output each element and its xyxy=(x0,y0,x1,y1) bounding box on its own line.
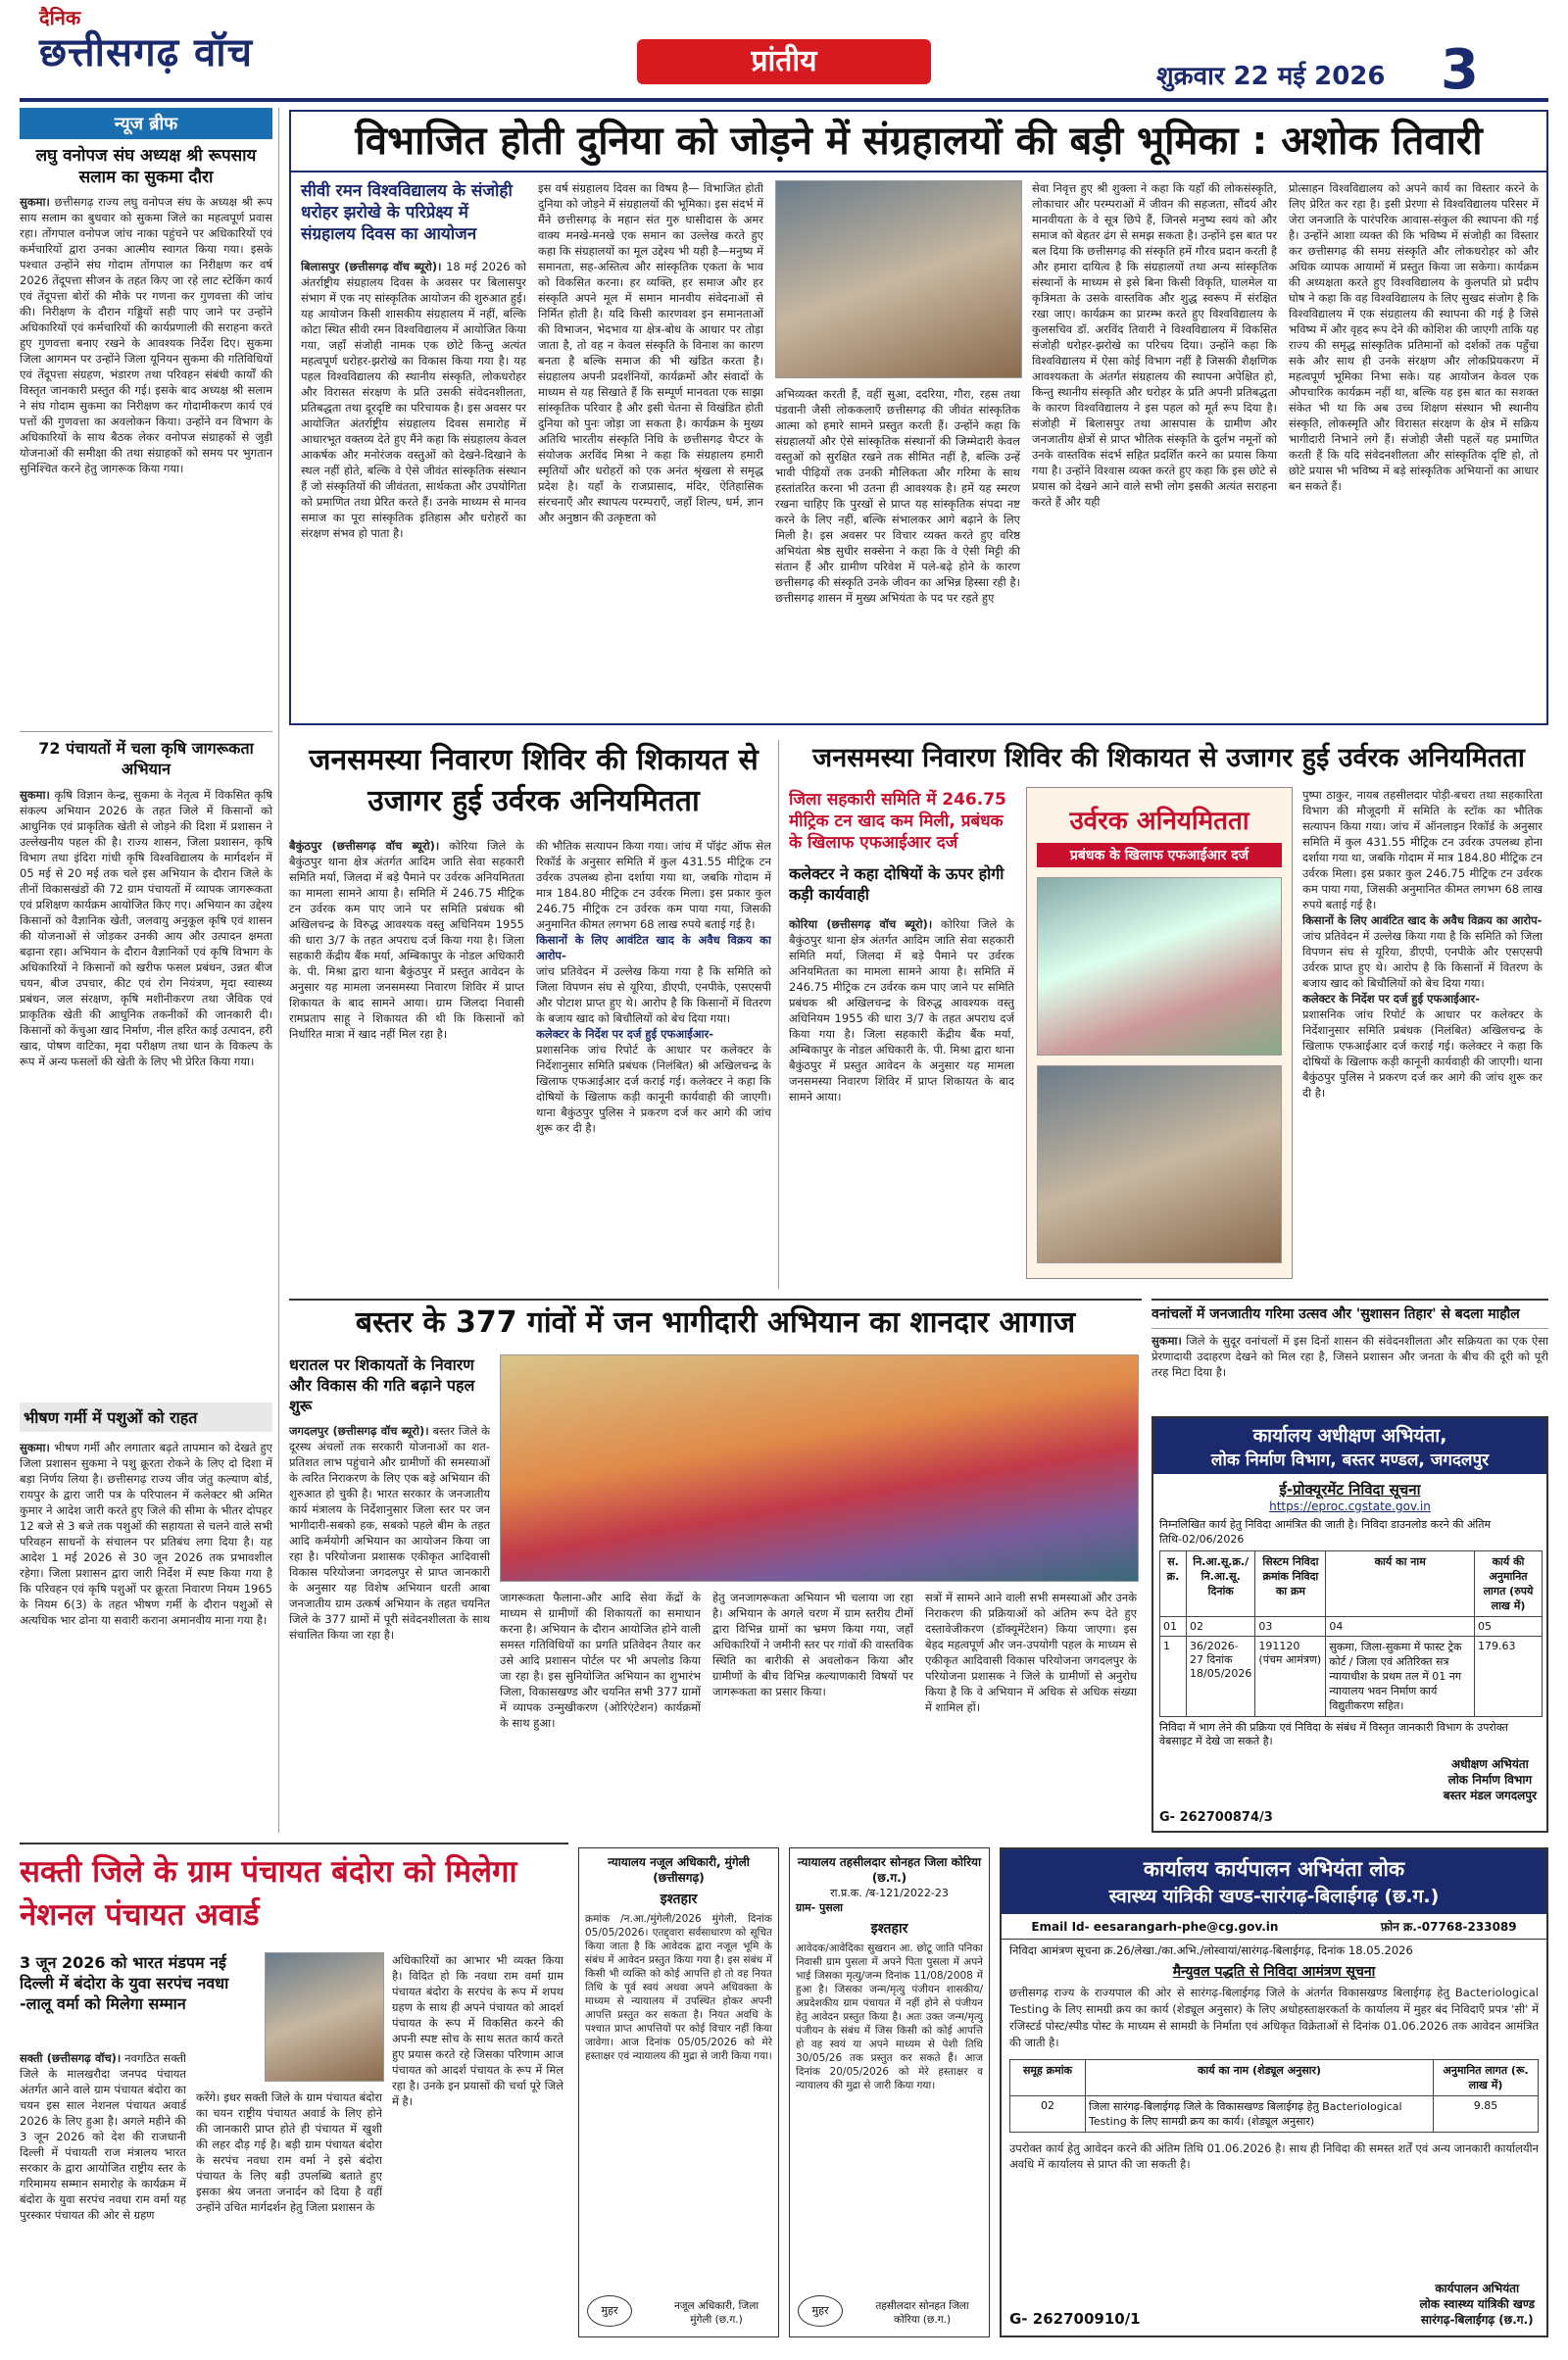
pwd-office xyxy=(1153,1418,1546,1474)
ishtihar1-sign: नजूल अधिकारी, जिला मुंगेली (छ.ग.) xyxy=(673,2300,760,2326)
ishtihar1-court: न्यायालय नजूल अधिकारी, मुंगेली (छत्तीसगढ़) xyxy=(608,1855,750,1885)
sakti-headline: सक्ती जिले के ग्राम पंचायत बंदोरा को मिलेगा नेशनल पंचायत अवार्ड xyxy=(20,1854,517,1933)
phe-th-3: अनुमानित लागत (रू. लाख में) xyxy=(1434,2060,1539,2096)
fertilizer-right-col-2 xyxy=(1302,787,1543,1282)
fertilizer-clipping xyxy=(1026,787,1293,1279)
lead-text-1: 18 मई 2026 को अंतर्राष्ट्रीय संग्रहालय दिवस के अवसर पर बिलासपुर संभाग में एक नए सांस्कृतिक आयोजन की शुरुआत हुई। यह आयोजन किसी शासकीय संग्रहालय में नहीं, बल्कि कोटा स्थित सीवी रमन विश्वविद्यालय में आयोजित किया गया, जहाँ संजोही नामक एक छोटे किन्तु अत्यंत महत्वपूर्ण धरोहर-झरोखे का विकास किया गया है। यह पहल विश्वविद्यालय की स्थानीय संस्कृति, लोकधरोहर और विरासत संरक्षण के प्रति उसकी संवेदनशीलता, प्रतिबद्धता तथा दूरदृष्टि का परिचायक है। इस अवसर पर आयोजित अंतर्राष्ट्रीय संग्रहालय दिवस समारोह में आधारभूत वक्तव्य देते हुए मैंने कहा कि संग्रहालय केवल आकर्षक और मनोरंजक वस्तुओं को देखने-दिखाने के स्थल नहीं होते, बल्कि वे ऐसे जीवंत सांस्कृतिक संस्थान हैं जो संस्कृतियों की जीवंतता, सार्थकता और उपयोगिता को प्रमाणित तथा प्रेरित करते हैं। उनके माध्यम से मानव समाज का पूरा सांस्कृतिक इतिहास और धरोहरों का संरक्षण संभव हो पाता है। xyxy=(301,260,526,540)
fertilizer-right-kicker: जिला सहकारी समिति में 246.75 मीट्रिक टन खाद कम मिली, प्रबंधक के खिलाफ एफआईआर दर्ज xyxy=(789,790,1006,853)
phe-title: मैन्युवल पद्धति से निविदा आमंत्रण सूचना xyxy=(1172,1964,1376,1980)
table-row xyxy=(1160,1637,1543,1717)
ishtihar2-title: इश्तहार xyxy=(870,1921,908,1937)
ishtihar2-seal: मुहर xyxy=(798,2295,843,2327)
phe-signature xyxy=(1419,2281,1535,2328)
ishtihar-sonhat xyxy=(789,1847,990,2337)
pwd-notice-title: ई-प्रोक्यूरमेंट निविदा सूचना xyxy=(1279,1481,1421,1499)
pwd-table xyxy=(1159,1550,1543,1717)
sakti-dateline: सक्ती (छत्तीसगढ़ वॉच)। xyxy=(20,2051,122,2065)
phe-sign-2: लोक स्वास्थ्य यांत्रिकी खण्ड xyxy=(1419,2297,1535,2311)
ishtihar2-sign: तहसीलदार सोनहत जिला कोरिया (छ.ग.) xyxy=(875,2300,969,2326)
ishtihar2-body: आवेदक/आवेदिका सुखरान आ. छोटू जाति पनिका निवासी ग्राम पुसला में अपने पिता पुसला में अपने भाई जिसका मृत्यु/जन्म दिनांक 11/08/2008 में हुआ है। जिसका जन्म/मृत्यु पंजीयन शासकीय/अप्रदेशकीय ग्राम पंचायत में नहीं होने से पंजीयन हेतु आवेदन प्रस्तुत किया है। अतः उक्त जन्म/मृत्यु पंजीयन के संबंध में जिस किसी को कोई आपत्ति हो वह स्वयं या अपने माध्यम से पेशी तिथि 30/05/26 तक प्रस्तुत कर सकते हैं। आज दिनांक 20/05/2026 को मेरे हस्ताक्षर व न्यायालय की मुद्रा से जारी किया गया। xyxy=(796,1942,983,2091)
fertilizer-right-text-4: प्रशासनिक जांच रिपोर्ट के आधार पर कलेक्टर के निर्देशानुसार समिति प्रबंधक (निलंबित) अखिलचन्द्र के खिलाफ एफआईआर दर्ज कराई गई। कलेक्टर ने कहा कि दोषियों के खिलाफ कड़ी कानूनी कार्यवाही की जाएगी। थाना बैकुंठपुर पुलिस ने प्रकरण दर्ज कर आगे की जांच शुरू कर दी है। xyxy=(1302,1008,1543,1100)
bastar-text-1: बस्तर जिले के दूरस्थ अंचलों तक सरकारी योजनाओं का शत-प्रतिशत लाभ पहुंचाने और ग्रामीणों की समस्याओं के त्वरित निराकरण के लिए एक बड़े अभियान की शुरुआत हो चुकी है। भारत सरकार के जनजातीय कार्य मंत्रालय के निर्देशानुसार जिला स्तर पर जन भागीदारी-सबको हक, सबको पहले बीम के तहत आदि कर्मयोगी अभियान का आयोजन किया जा रहा है। परियोजना प्रशासक एकीकृत आदिवासी विकास परियोजना जगदलपुर से प्राप्त जानकारी के अनुसार यह विशेष अभियान धरती आबा जनजातीय ग्राम उत्कर्ष अभियान के तहत चयनित जिले के 377 ग्रामों में पूरी संवेदनशीलता के साथ संचालित किया जा रहा है। xyxy=(289,1424,490,1642)
phe-ref: निविदा आमंत्रण सूचना क्र.26/लेखा./का.अभि./लोस्वायां/सारंगढ़-बिलाईगढ़, दिनांक 18.05.2026 xyxy=(1002,1939,1546,1962)
pwd-cell-3: 191120 (पंचम आमंत्रण) xyxy=(1255,1637,1326,1717)
pwd-colnum-1: 01 xyxy=(1160,1617,1187,1637)
news-brief-tag: न्यूज ब्रीफ xyxy=(20,108,272,139)
clipping-photo-2 xyxy=(1037,1065,1282,1263)
page-number: 3 xyxy=(1441,38,1479,98)
pwd-table-colnums xyxy=(1160,1617,1543,1637)
fertilizer-left-text-2: की भौतिक सत्यापन किया गया। जांच में पॉइंट ऑफ सेल रिकॉर्ड के अनुसार समिति में कुल 431.55 मीट्रिक टन उर्वरक उपलब्ध होना दर्शाया गया था, जबकि गोदाम में मात्र 184.80 मीट्रिक टन उर्वरक मिला। इस प्रकार कुल 246.75 मीट्रिक टन उर्वरक कम पाया गया, जिसकी अनुमानित कीमत लगभग 68 लाख रुपये बताई गई है। xyxy=(536,839,771,931)
fertilizer-left-text-3: जांच प्रतिवेदन में उल्लेख किया गया है कि समिति को जिला विपणन संघ से यूरिया, डीएपी, एनपीके, एसएसपी और पोटाश प्राप्त हुए थे। आरोप है कि किसानों में वितरण के बजाय खाद को बिचौलियों को बेच दिया गया। xyxy=(536,964,771,1025)
lead-col-1 xyxy=(301,259,526,719)
ishtihar-mungeli xyxy=(578,1847,779,2337)
lead-photo xyxy=(775,180,1022,378)
bastar-subhead: धरातल पर शिकायतों के निवारण और विकास की गति बढ़ाने पहल शुरू xyxy=(289,1355,475,1415)
vanachal-story xyxy=(1152,1299,1548,1411)
pwd-footnote: निविदा में भाग लेने की प्रक्रिया एवं निविदा के संबंध में विस्तृत जानकारी विभाग के उपरोक्त वेबसाइट में देखे जा सकते है। xyxy=(1159,1721,1508,1747)
sakti-text-1: नवगठित सक्ती जिले के मालखरौदा जनपद पंचायत अंतर्गत आने वाले ग्राम पंचायत बंदोरा का चयन इस साल नेशनल पंचायत अवार्ड 2026 के लिए हुआ है। अगले महीने की 3 जून 2026 को देश की राजधानी दिल्ली में पंचायती राज मंत्रालय भारत सरकार के द्वारा आयोजित राष्ट्रीय स्तर के गरिमामय सम्मान समारोह के कार्यक्रम में बंदोरा के युवा सरपंच नवधा राम वर्मा यह पुरस्कार पंचायत की ओर से ग्रहण xyxy=(20,2051,186,2222)
sakti-subhead: 3 जून 2026 को भारत मंडपम नई दिल्ली में बंदोरा के युवा सरपंच नवधा -लालू वर्मा को मिलेगा सम्मान xyxy=(20,1953,229,2013)
phe-office xyxy=(1002,1849,1546,1914)
masthead-rule xyxy=(20,98,1548,102)
pwd-sign-2: लोक निर्माण विभाग xyxy=(1447,1773,1533,1787)
brief-text-3: भीषण गर्मी और लगातार बढ़ते तापमान को देखते हुए जिला प्रशासन सुकमा ने पशु क्रूरता रोकने के लिए दो दिशा में बड़ा निर्णय लिया है। छत्तीसगढ़ राज्य जीव जंतु कल्याण बोर्ड, रायपुर के द्वारा जारी पत्र के परिपालन में कलेक्टर श्री अमित कुमार ने आदेश जारी करते हुए जिले की सीमा के भीतर दोपहर 12 बजे से 3 बजे तक पशुओं की सहायता से चलने वाले सभी परिवहन साधनों के संचालन पर प्रतिबंध लगा दिया है। यह आदेश 1 मई 2026 से 30 जून 2026 तक प्रभावशील रहेगा। जिला प्रशासन द्वारा जारी निर्देश में स्पष्ट किया गया है कि परिवहन एवं कृषि पशुओं पर क्रूरता निवारण नियम 1965 के नियम 6(3) के तहत भीषण गर्मी के दौरान पशुओं से अत्यधिक भार ढोना या सवारी कराना अमानवीय माना गया है। xyxy=(20,1441,272,1627)
brief-lead-3: सुकमा। xyxy=(20,1441,50,1454)
vanachal-text: जिले के सुदूर वनांचलों में इस दिनों शासन की संवेदनशीलता और सक्रियता का एक ऐसा प्रेरणादायी उदाहरण देखने को मिल रहा है, जिसने प्रशासन और जनता के बीच की दूरी को पूरी तरह मिटा दिया है। xyxy=(1152,1334,1548,1379)
fertilizer-right-text-2: पुष्पा ठाकुर, नायब तहसीलदार पोड़ी-बचरा तथा सहकारिता विभाग की मौजूदगी में समिति के स्टॉक का भौतिक सत्यापन किया गया। जांच में ऑनलाइन रिकॉर्ड के अनुसार समिति में कुल 431.55 मीट्रिक टन उर्वरक उपलब्ध होना दर्शाया गया था, जबकि गोदाम में मात्र 184.80 मीट्रिक टन उर्वरक मिला। इस प्रकार कुल 246.75 मीट्रिक टन उर्वरक कम पाया गया, जिसकी अनुमानित कीमत लगभग 68 लाख रुपये बताई गई है। xyxy=(1302,788,1543,911)
fertilizer-left-sub-2: कलेक्टर के निर्देश पर दर्ज हुई एफआईआर- xyxy=(536,1027,714,1041)
pwd-office-line-2: लोक निर्माण विभाग, बस्तर मण्डल, जगदलपुर xyxy=(1210,1450,1490,1470)
fertilizer-story-left xyxy=(289,740,779,1289)
issue-date: शुक्रवार 22 मई 2026 xyxy=(1156,62,1386,91)
pwd-cell-1: 1 xyxy=(1160,1637,1187,1717)
pwd-signature xyxy=(1444,1756,1537,1803)
brief-text-2: कृषि विज्ञान केन्द्र, सुकमा के नेतृत्व में विकसित कृषि संकल्प अभियान 2026 के तहत जिले में किसानों को आधुनिक एवं प्राकृतिक खेती से जोड़ने की दिशा में प्रशासन ने उल्लेखनीय पहल की है। राज्य शासन, जिला प्रशासन, कृषि विभाग तथा इंदिरा गांधी कृषि विश्वविद्यालय के मार्गदर्शन में 05 मई से 20 मई तक चले इस अभियान के दौरान जिले के तीनों विकासखंडों की 72 ग्राम पंचायतों में व्यापक जागरूकता एवं प्रशिक्षण कार्यक्रम आयोजित किए गए। अभियान का उद्देश्य किसानों को वैज्ञानिक खेती, जलवायु अनुकूल कृषि एवं शासन की योजनाओं से जोड़कर उनकी आय और उत्पादन क्षमता बढ़ाना रहा। अभियान के दौरान वैज्ञानिकों एवं कृषि विभाग के अधिकारियों ने किसानों को खरीफ फसल प्रबंधन, उन्नत बीज चयन, बीज उपचार, कीट एवं रोग नियंत्रण, मृदा स्वास्थ्य प्रबंधन, जल संरक्षण, कृषि मशीनीकरण तथा जैविक एवं प्राकृतिक खेती की आधुनिक तकनीकों की जानकारी दी। किसानों को केंचुआ खाद निर्माण, नील हरित काई उत्पादन, हरी खाद, पोषण वाटिका, मृदा परीक्षण तथा धान के विकल्प के रूप में अन्य फसलों की खेती के लिए भी प्रेरित किया गया। xyxy=(20,788,272,1068)
phe-sign-1: कार्यपालन अभियंता xyxy=(1435,2282,1520,2295)
bastar-col-2: जागरूकता फैलाना-और आदि सेवा केंद्रों के माध्यम से ग्रामीणों की शिकायतों का समाधान करना है। अभियान के दौरान आयोजित होने वाली समस्त गतिविधियों का प्रगति प्रतिवेदन तैयार कर उसे आदि प्रशासन पोर्टल पर भी अपलोड किया जा रहा है। इस सुनियोजित अभियान का शुभारंभ जिला, विकासखण्ड और चयनित सभी 377 ग्रामों में व्यापक उन्मुखीकरण (ओरिएंटेशन) कार्यक्रमों के साथ हुआ। xyxy=(500,1591,701,1730)
pwd-colnum-2: 02 xyxy=(1187,1617,1255,1637)
ishtihar2-village: ग्राम- पुसला xyxy=(796,1901,844,1914)
clipping-subtitle: प्रबंधक के खिलाफ एफआईआर दर्ज xyxy=(1037,843,1282,867)
ishtihar2-case: रा.प्र.क. /ब-121/2022-23 xyxy=(830,1887,949,1899)
sakti-col-2: करेंगे। इधर सक्ती जिले के ग्राम पंचायत बंदोरा का चयन राष्ट्रीय पंचायत अवार्ड के लिए होने की जानकारी प्राप्त होते ही पंचायत में खुशी की लहर दौड़ गई है। बड़ी ग्राम पंचायत बंदोरा के सरपंच नवधा राम वर्मा ने इसे बंदोरा पंचायत के लिए बड़ी उपलब्धि बताते हुए इसका श्रेय जनता जनार्दन को दिया है वहीं उन्होंने उचित मार्गदर्शन हेतु जिला प्रशासन के xyxy=(196,2090,382,2214)
fertilizer-right-sub-1: किसानों के लिए आवंटित खाद के अवैध विक्रय का आरोप- xyxy=(1302,913,1543,927)
fertilizer-right-text: कोरिया जिले के बैकुंठपुर थाना क्षेत्र अंतर्गत आदिम जाति सेवा सहकारी समिति मर्या, जिलदा में बड़े पैमाने पर उर्वरक अनियमितता का मामला सामने आया है। समिति में 246.75 मीट्रिक टन उर्वरक कम पाए जाने पर समिति प्रबंधक श्री अखिलचन्द्र के विरुद्ध आवश्यक वस्तु अधिनियम 1955 की धारा 3/7 के तहत अपराध दर्ज किया गया है। जिला सहकारी केंद्रीय बैंक मर्या, अम्बिकापुर के नोडल अधिकारी के. पी. मिश्रा द्वारा थाना बैकुंठपुर में प्रस्तुत आवेदन के अनुसार यह मामला जनसमस्या निवारण शिविर में प्राप्त शिकायत के बाद सामने आया। xyxy=(789,917,1014,1104)
lead-col-5: प्रोत्साहन विश्वविद्यालय को अपने कार्य का विस्तार करने के लिए प्रेरित कर रहा है। इसी प्रेरणा से विश्वविद्यालय परिसर में जेरा जनजाति के पारंपरिक आवास-संकुल की स्थापना की गई है। उन्होंने आशा व्यक्त की कि भविष्य में संजोही का विस्तार कर छत्तीसगढ़ की समग्र संस्कृति और लोकधरोहर को और अधिक व्यापक आयामों में प्रस्तुत किया जा सकेगा। कार्यक्रम की अध्यक्षता करते हुए विश्वविद्यालय के कुलपति प्रो प्रदीप घोष ने कहा कि वह विश्वविद्यालय के लिए सुखद संजोग है कि विश्वविद्यालय में एक संग्रहालय की स्थापना की गई है जिसे भविष्य में और वृहद रूप देने की कोशिश की जाएगी ताकि यह राज्य की समृद्ध सांस्कृतिक प्रतिमानों को दर्शकों तक पहुँचा सके और साथ ही उनके संरक्षण और लोकप्रियकरण में महत्वपूर्ण भूमिका निभा सके। यह आयोजन केवल एक औपचारिक कार्यक्रम नहीं था, बल्कि यह इस बात का सशक्त संकेत भी था कि अब उच्च शिक्षण संस्थान भी स्थानीय संस्कृति, लोकस्मृति और विरासत संरक्षण के क्षेत्र में सक्रिय भागीदारी निभाने लगे हैं। संजोही जैसी पहलें यह प्रमाणित करती हैं कि यदि संवेदनशीलता और सांस्कृतिक दृष्टि हो, तो छोटे प्रयास भी भविष्य में बड़े सांस्कृतिक अभियानों का आधार बन सकते हैं। xyxy=(1289,181,1539,493)
phe-contact: Email Id- eesarangarh-phe@cg.gov.in फ़ोन क्र.-07768-233089 xyxy=(1031,1920,1517,1934)
pwd-cell-4: सुकमा, जिला-सुकमा में फास्ट ट्रेक कोर्ट / जिला एवं अतिरिक्त सत्र न्यायाधीश के प्रथम तल में 01 नग न्यायालय भवन निर्माण कार्य विद्युतीकरण सहित। xyxy=(1326,1637,1475,1717)
phe-code: G- 262700910/1 xyxy=(1009,2310,1141,2328)
phe-sign-3: सारंगढ़-बिलाईगढ़ (छ.ग.) xyxy=(1420,2313,1534,2327)
table-row xyxy=(1010,2096,1539,2133)
brief-lead-2: सुकमा। xyxy=(20,788,50,802)
fertilizer-right-dateline: कोरिया (छत्तीसगढ़ वॉच ब्यूरो)। xyxy=(789,917,933,931)
fertilizer-right-col-1 xyxy=(789,916,1014,1284)
fertilizer-right-headline: जनसमस्या निवारण शिविर की शिकायत से उजागर हुई उर्वरक अनियमितता xyxy=(812,743,1525,773)
pwd-sign-1: अधीक्षण अभियंता xyxy=(1451,1757,1529,1771)
phe-cell-2: जिला सारंगढ़-बिलाईगढ़ जिले के विकासखण्ड बिलाईगढ़ हेतु Bacteriological Testing के लिए सामग्री क्रय का कार्य। (शेड्यूल अनुसार) xyxy=(1086,2096,1434,2133)
bastar-dateline: जगदलपुर (छत्तीसगढ़ वॉच ब्यूरो)। xyxy=(289,1424,429,1438)
fertilizer-left-text-1: कोरिया जिले के बैकुंठपुर थाना क्षेत्र अंतर्गत आदिम जाति सेवा सहकारी समिति मर्या, जिलदा में बड़े पैमाने पर उर्वरक अनियमितता का मामला सामने आया है। समिति में 246.75 मीट्रिक टन उर्वरक कम पाए जाने पर समिति प्रबंधक श्री अखिलचन्द्र के विरुद्ध आवश्यक वस्तु अधिनियम 1955 की धारा 3/7 के तहत अपराध दर्ज किया गया है। जिला सहकारी केंद्रीय बैंक मर्या, अम्बिकापुर के नोडल अधिकारी के. पी. मिश्रा द्वारा थाना बैकुंठपुर में प्रस्तुत आवेदन के अनुसार यह मामला जनसमस्या निवारण शिविर में प्राप्त शिकायत के बाद सामने आया। ग्राम जिलदा निवासी रामप्रताप साहू ने शिकायत की थी कि किसानों को निर्धारित मात्रा में खाद नहीं मिल रहा है। xyxy=(289,839,524,1041)
brief-body-2 xyxy=(20,787,272,1395)
pwd-sign-3: बस्तर मंडल जगदलपुर xyxy=(1443,1789,1537,1802)
section-tag: प्रांतीय xyxy=(637,39,931,84)
lead-subhead: सीवी रमन विश्वविद्यालय के संजोही धरोहर झरोखे के परिप्रेक्ष्य में संग्रहालय दिवस का आयोजन xyxy=(301,181,513,244)
fertilizer-left-dateline: बैकुंठपुर (छत्तीसगढ़ वॉच ब्यूरो)। xyxy=(289,839,440,853)
pwd-url[interactable]: https://eproc.cgstate.gov.in xyxy=(1269,1500,1431,1513)
phe-table-header xyxy=(1010,2060,1539,2096)
phe-office-line-1: कार्यालय कार्यपालन अभियंता लोक xyxy=(1143,1857,1405,1881)
lead-story xyxy=(289,110,1548,725)
ishtihar2-court: न्यायालय तहसीलदार सोनहत जिला कोरिया (छ.ग.) xyxy=(797,1855,982,1885)
bastar-photo xyxy=(500,1354,1139,1582)
news-brief-column xyxy=(20,108,279,1833)
phe-office-line-2: स्वास्थ्य यांत्रिकी खण्ड-सारंगढ़-बिलाईगढ़ (छ.ग.) xyxy=(1108,1886,1440,1907)
bastar-col-4: सत्रों में सामने आने वाली सभी समस्याओं और उनके निराकरण की प्रक्रियाओं को अंतिम रूप देते हुए दस्तावेजीकरण (डॉक्यूमेंटेशन) किया जाएगा। इस बेहद महत्वपूर्ण और जन-उपयोगी पहल के माध्यम से एकीकृत आदिवासी विकास परियोजना जगदलपुर के परियोजना प्रशासक ने जिले के ग्रामीणों से अनुरोध किया है कि वे अभियान में अधिक से अधिक संख्या में शामिल हों। xyxy=(925,1591,1137,1714)
fertilizer-right-text-3: जांच प्रतिवेदन में उल्लेख किया गया है कि समिति को जिला विपणन संघ से यूरिया, डीएपी, एनपीके और एसएसपी उर्वरक प्राप्त हुए थे। आरोप है कि किसानों में वितरण के बजाय खाद को बिचौलियों को बेच दिया गया। xyxy=(1302,929,1543,990)
pwd-th-1: स. क्र. xyxy=(1160,1551,1187,1617)
ishtihar1-seal: मुहर xyxy=(587,2295,632,2327)
pwd-colnum-5: 05 xyxy=(1475,1617,1543,1637)
pwd-intro: निम्नलिखित कार्य हेतु निविदा आमंत्रित की जाती है। निविदा डाउनलोड करने की अंतिम तिथि-02/06/2026 xyxy=(1159,1518,1492,1546)
vanachal-lead: सुकमा। xyxy=(1152,1334,1182,1348)
fertilizer-left-headline: जनसमस्या निवारण शिविर की शिकायत से उजागर हुई उर्वरक अनियमितता xyxy=(309,743,759,818)
pwd-th-2: नि.आ.सू.क्र./ नि.आ.सू. दिनांक xyxy=(1187,1551,1255,1617)
brief-lead-1: सुकमा। xyxy=(20,195,50,209)
phe-cell-1: 02 xyxy=(1010,2096,1086,2133)
bastar-story xyxy=(289,1299,1142,1833)
phe-footnote: उपरोक्त कार्य हेतु आवेदन करने की अंतिम तिथि 01.06.2026 है। साथ ही निविदा की समस्त शर्तें एवं अन्य जानकारी कार्यालयीन अवधि में कार्यालय से प्राप्त की जा सकती है। xyxy=(1009,2141,1539,2171)
bastar-col-3: हेतु जनजागरूकता अभियान भी चलाया जा रहा है। अभियान के अगले चरण में ग्राम स्तरीय टीमों द्वारा विभिन्न ग्रामों का भ्रमण किया गया, जहाँ अधिकारियों ने जमीनी स्तर पर गांवों की वास्तविक स्थिति का बारीकी से अवलोकन किया और ग्रामीणों के बीच विभिन्न कल्याणकारी विषयों पर जागरूकता का प्रसार किया। xyxy=(712,1591,913,1698)
pwd-table-header xyxy=(1160,1551,1543,1617)
pwd-colnum-4: 04 xyxy=(1326,1617,1475,1637)
brief-title-2: 72 पंचायतों में चला कृषि जागरूकता अभियान xyxy=(20,731,272,779)
fertilizer-right-kicker-2: कलेक्टर ने कहा दोषियों के ऊपर होगी कड़ी कार्यवाही xyxy=(789,864,1004,904)
pwd-cell-5: 179.63 xyxy=(1475,1637,1543,1717)
lead-col-3: अभिव्यक्त करती हैं, वहीं सुआ, ददरिया, गौरा, रहस तथा पंडवानी जैसी लोककलाएँ छत्तीसगढ़ की जीवंत सांस्कृतिक आत्मा को हमारे सामने प्रस्तुत करती हैं। उन्होंने कहा कि संग्रहालयों और ऐसे सांस्कृतिक संस्थानों की जिम्मेदारी केवल वस्तुओं को सुरक्षित रखने तक सीमित नहीं है, बल्कि उन्हें भावी पीढ़ियों तक उनकी मौलिकता और गरिमा के साथ हस्तांतरित करना भी उतना ही आवश्यक है। हमें यह स्मरण रखना चाहिए कि पुरखों से प्राप्त यह सांस्कृतिक संपदा नष्ट करने के लिए नहीं, बल्कि संभालकर आगे बढ़ाने के लिए मिली है। इस अवसर पर विचार व्यक्त करते हुए वरिष्ठ अभियंता श्रेष्ठ सुधीर सक्सेना ने कहा कि वे ऐसी मिट्टी की संतान हैं और ग्रामीण परिवेश में पले-बढ़े होने के कारण छत्तीसगढ़ की संस्कृति उनके जीवन का अभिन्न हिस्सा रही है। छत्तीसगढ़ शासन में मुख्य अभियंता के पद पर रहते हुए xyxy=(775,387,1020,605)
pwd-tender xyxy=(1152,1416,1548,1833)
fertilizer-left-text-4: प्रशासनिक जांच रिपोर्ट के आधार पर कलेक्टर के निर्देशानुसार समिति प्रबंधक (निलंबित) श्री अखिलचन्द्र के खिलाफ एफआईआर दर्ज कराई गई। कलेक्टर ने कहा कि दोषियों के खिलाफ कड़ी कानूनी कार्यवाही की जाएगी। थाना बैकुंठपुर पुलिस ने प्रकरण दर्ज कर आगे की जांच शुरू कर दी है। xyxy=(536,1043,771,1135)
pwd-code: G- 262700874/3 xyxy=(1159,1810,1273,1825)
fertilizer-story-right xyxy=(789,740,1548,1289)
clipping-photo xyxy=(1037,877,1282,1056)
phe-tender xyxy=(1000,1847,1548,2337)
brief-body-3 xyxy=(20,1440,272,1833)
fertilizer-left-col-2 xyxy=(536,838,771,1279)
brief-title-1: लघु वनोपज संघ अध्यक्ष श्री रूपसाय सलाम का सुकमा दौरा xyxy=(35,146,257,187)
newspaper-logo: छत्तीसगढ़ वॉच xyxy=(39,30,254,75)
brief-body-1 xyxy=(20,194,272,723)
bastar-col-1 xyxy=(289,1423,490,1830)
pwd-th-5: कार्य की अनुमानित लागत (रुपये लाख में) xyxy=(1475,1551,1543,1617)
sakti-col-3: अधिकारियों का आभार भी व्यक्त किया है। विदित हो कि नवधा राम वर्मा ग्राम पंचायत बंदोरा के सरपंच के रूप में शपथ ग्रहण के साथ ही अपने पंचायत को आदर्श पंचायत के रूप में विकसित करने की अपनी स्पष्ट सोच के साथ सतत कार्य करते हुए प्रयास करते रहे जिसका परिणाम आज पंचायत को आदर्श पंचायत के रूप में मिल रहा है। उनके इन प्रयासों की चर्चा पूरे जिले में है। xyxy=(392,1953,564,2108)
phe-th-2: कार्य का नाम (शेड्यूल अनुसार) xyxy=(1086,2060,1434,2096)
phe-cell-3: 9.85 xyxy=(1434,2096,1539,2133)
phe-intro: छत्तीसगढ़ राज्य के राज्यपाल की ओर से सारंगढ़-बिलाईगढ़ जिले के अंतर्गत विकासखण्ड बिलाईगढ़ हेतु Bacteriological Testing के लिए सामग्री क्रय का कार्य (शेड्यूल अनुसार) के लिए अधोहस्ताक्षरकर्ता के कार्यालय में मुहर बंद निविदाएँ प्रपत्र 'सी' में रजिस्टर्ड पोस्ट/स्पीड पोस्ट के माध्यम से सामग्री के निर्माता एवं अधिकृत विक्रेताओं से दिनांक 01.06.2026 तक आवेदन आमंत्रित की जाती है। xyxy=(1009,1986,1539,2049)
pwd-colnum-3: 03 xyxy=(1255,1617,1326,1637)
phe-th-1: समूह क्रमांक xyxy=(1010,2060,1086,2096)
vanachal-body xyxy=(1152,1333,1548,1392)
fertilizer-left-col-1 xyxy=(289,838,524,1279)
clipping-title: उर्वरक अनियमितता xyxy=(1069,807,1250,836)
fertilizer-left-sub-1: किसानों के लिए आवंटित खाद के अवैध विक्रय का आरोप- xyxy=(536,933,771,962)
ishtihar1-title: इश्तहार xyxy=(660,1892,698,1907)
lead-col-4: सेवा निवृत्त हुए श्री शुक्ला ने कहा कि यहाँ की लोकसंस्कृति, लोकाचार और परम्पराओं में जीवन की सहजता, सौंदर्य और मानवीयता के वे सूत्र छिपे हैं, जिनसे मनुष्य स्वयं को और समाज को बेहतर ढंग से समझ सकता है। उन्होंने इस बात पर बल दिया कि छत्तीसगढ़ की संस्कृति हमें गौरव प्रदान करती है और हमारा दायित्व है कि संग्रहालयों तथा अन्य सांस्कृतिक संस्थानों के माध्यम से इसे बिना किसी विकृति, घालमेल या कृत्रिमता के उसके वास्तविक और शुद्ध स्वरूप में संरक्षित रखा जाए। कार्यक्रम का प्रारम्भ करते हुए विश्वविद्यालय के कुलसचिव डॉ. अरविंद तिवारी ने विश्वविद्यालय में विकसित संजोही धरोहर-झरोखे का परिचय दिया। उन्होंने कहा कि विश्वविद्यालय में ऐसा कोई विभाग नहीं है जिसकी शैक्षणिक आवश्यकता के अंतर्गत संग्रहालय की स्थापना अपेक्षित हो, किन्तु स्थानीय संस्कृति और धरोहर के प्रति अपनी प्रतिबद्धता के कारण विश्वविद्यालय ने इस पहल को मूर्त रूप दिया है। संजोही में बिलासपुर तथा आसपास के ग्रामीण और जनजातीय क्षेत्रों से प्राप्त भौतिक संस्कृति के दुर्लभ नमूनों को उनके वास्तविक संदर्भ सहित प्रदर्शित करने का प्रयास किया गया है। उन्होंने विश्वास व्यक्त करते हुए कहा कि इस छोटे से प्रयास को देखने आने वाले सभी लोग इसकी अत्यंत सराहना करते हैं और यही xyxy=(1032,181,1277,509)
brief-title-3: भीषण गर्मी में पशुओं को राहत xyxy=(20,1402,272,1432)
ishtihar1-body: क्रमांक /न.आ./मुंगेली/2026 मुंगेली, दिनांक 05/05/2026। एतद्द्वारा सर्वसाधारण को सूचित किया जाता है कि आवेदक द्वारा नजूल भूमि के संबंध में आवेदन प्रस्तुत किया गया है। इस संबंध में किसी भी व्यक्ति को कोई आपत्ति हो तो वह नियत तिथि के पूर्व स्वयं अथवा अपने अधिवक्ता के माध्यम से न्यायालय में उपस्थित होकर अपनी आपत्ति प्रस्तुत कर सकता है। नियत अवधि के पश्चात प्राप्त आपत्तियों पर कोई विचार नहीं किया जावेगा। आज दिनांक 05/05/2026 को मेरे हस्ताक्षर एवं न्यायालय की मुद्रा से जारी किया गया। xyxy=(585,1913,772,2062)
bastar-headline: बस्तर के 377 गांवों में जन भागीदारी अभियान का शानदार आगाज xyxy=(355,1305,1076,1340)
sakti-col-1 xyxy=(20,2050,186,2339)
lead-col-2: इस वर्ष संग्रहालय दिवस का विषय है— विभाजित होती दुनिया को जोड़ने में संग्रहालयों की भूमिका। इस संदर्भ में मैंने छत्तीसगढ़ के महान संत गुरु घासीदास के अमर वाक्य मनखे-मनखे एक समान का उल्लेख करते हुए कहा कि संग्रहालयों का मूल उद्देश्य भी यही है—मनुष्य में समानता, सह-अस्तित्व और सांस्कृतिक एकता के भाव को विकसित करना। हर व्यक्ति, हर समाज और हर संस्कृति अपने मूल में समान मानवीय संवेदनाओं से निर्मित होती है। यदि किसी कारणवश इन समानताओं की विभाजन, भेदभाव या क्षेत्र-बोध के आधार पर तोड़ा जाता है, तो वह न केवल संस्कृति के विनाश का कारण बनता है बल्कि समाज की भी खंडित करता है। संग्रहालय अपनी प्रदर्शनियों, कार्यक्रमों और संवादों के माध्यम से यह सिखाते हैं कि सम्पूर्ण मानवता एक साझा सांस्कृतिक परिवार है और इसी चेतना से विखंडित होती दुनिया को पुनः जोड़ा जा सकता है। कार्यक्रम के मुख्य अतिथि भारतीय संस्कृति निधि के छत्तीसगढ़ चैप्टर के संयोजक अरविंद मिश्रा ने कहा कि संग्रहालय हमारी स्मृतियों और धरोहरों को एक अनंत श्रृंखला से समृद्ध प्रदेश है। यहाँ के राजप्रासाद, मंदिर, ऐतिहासिक संरचनाएँ और स्थापत्य परम्पराएँ, जहाँ शिल्प, धर्म, ज्ञान और अनुष्ठान की उत्कृष्टता को xyxy=(538,181,763,524)
pwd-cell-2: 36/2026-27 दिनांक 18/05/2026 xyxy=(1187,1637,1255,1717)
vanachal-headline: वनांचलों में जनजातीय गरिमा उत्सव और 'सुशासन तिहार' से बदला माहौल xyxy=(1152,1301,1548,1329)
logo-tagline: दैनिक xyxy=(39,6,81,29)
pwd-th-3: सिस्टम निविदा क्रमांक निविदा का क्रम xyxy=(1255,1551,1326,1617)
masthead xyxy=(0,0,1568,98)
sakti-photo xyxy=(265,1952,384,2082)
lead-headline: विभाजित होती दुनिया को जोड़ने में संग्रहालयों की बड़ी भूमिका : अशोक तिवारी xyxy=(291,112,1546,172)
lead-dateline: बिलासपुर (छत्तीसगढ़ वॉच ब्यूरो)। xyxy=(301,260,442,273)
sakti-story xyxy=(20,1843,568,2342)
phe-table xyxy=(1009,2059,1539,2133)
fertilizer-right-sub-2: कलेक्टर के निर्देश पर दर्ज हुई एफआईआर- xyxy=(1302,992,1481,1006)
pwd-th-4: कार्य का नाम xyxy=(1326,1551,1475,1617)
brief-text-1: छत्तीसगढ़ राज्य लघु वनोपज संघ के अध्यक्ष श्री रूप साय सलाम का बुधवार को सुकमा जिले का महत्वपूर्ण प्रवास रहा। तोंगपाल वनोपज जांच नाका पहुंचने पर अधिकारियों एवं कर्मचारियों द्वारा उनका आत्मीय स्वागत किया गया। इसके पश्चात उन्होंने संघ गोदाम तोंगपाल का निरीक्षण कर वर्ष 2026 तेंदूपत्ता सीजन के तहत किए जा रहे लाट स्टेकिंग कार्य एवं तेंदूपत्ता बोरों की मौके पर गणना कर गुणवत्ता की जांच की। निरीक्षण के दौरान गड्डियों सही पाए जाने पर उन्होंने अधिकारियों एवं कर्मचारियों की कार्यप्रणाली की सराहना करते हुए गुणवत्ता बनाए रखने के आवश्यक निर्देश दिए। सुकमा जिला आगमन पर उन्होंने जिला यूनियन सुकमा की गतिविधियों एवं तेंदूपत्ता संग्रहण, भंडारण तथा परिवहन संबंधी कार्यों की विस्तृत जानकारी प्रस्तुत की गई। इसके बाद अध्यक्ष श्री सलाम ने संघ गोदाम सुकमा का निरीक्षण कर गोदामीकरण कार्य एवं पत्तों की गुणवत्ता का अवलोकन किया। उन्होंने वन विभाग के अधिकारियों के साथ बैठक लेकर वनोपज संग्राहकों से जुड़ी योजनाओं की समीक्षा की तथा संग्राहकों को समय पर भुगतान सुनिश्चित करने हेतु जागरूक किया गया। xyxy=(20,195,272,475)
pwd-office-line-1: कार्यालय अधीक्षण अभियंता, xyxy=(1252,1425,1447,1447)
